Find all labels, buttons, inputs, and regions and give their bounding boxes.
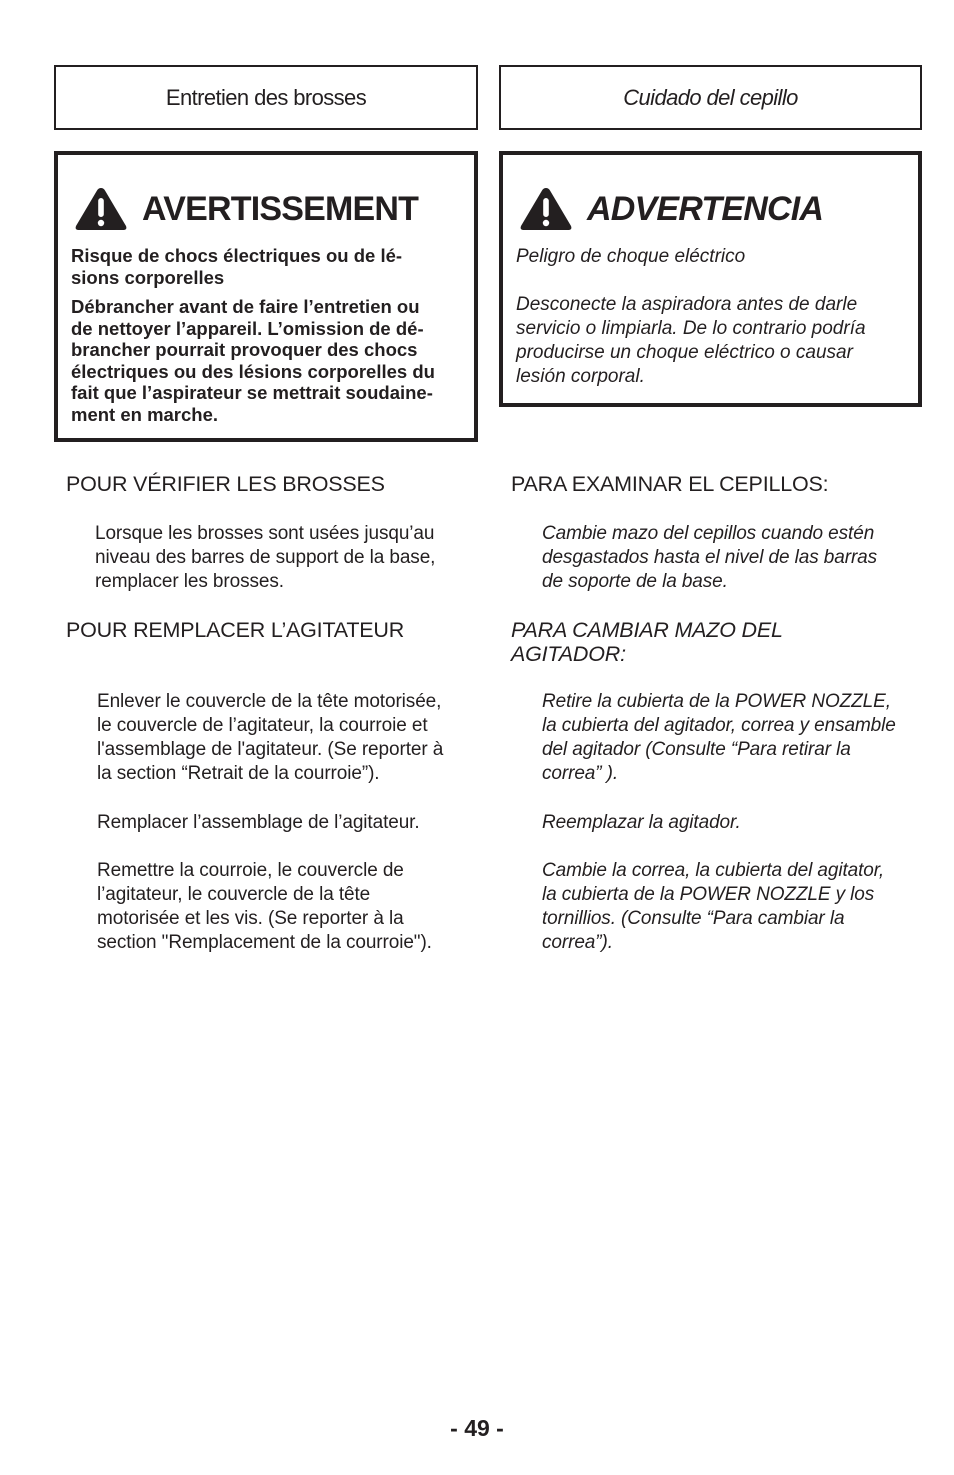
section-title-box-fr — [54, 65, 478, 130]
warning-instruction: Débrancher avant de faire l’entretien ou de nettoyer l’appareil. L’omission de dé- brancher pourrait provoquer des chocs électriques ou des lésions corporelles du fait que l’aspirateur se mettrait soudaine- ment en marche. — [71, 296, 435, 425]
warning-title: AVERTISSEMENT — [142, 189, 419, 228]
warning-body — [71, 245, 460, 433]
check-brushes-text: Cambie mazo del cepillos cuando estén desgastados hasta el nivel de las barras de soporte de la base. — [542, 523, 878, 592]
page-number: - 49 - — [450, 1415, 504, 1441]
check-brushes-heading: PARA EXAMINAR EL CEPILLOS: — [511, 472, 829, 496]
replace-step-2: Remplacer l’assemblage de l’agitateur. — [97, 812, 420, 833]
warning-header — [519, 186, 823, 232]
warning-hazard: Peligro de choque eléctrico — [516, 246, 746, 267]
section-title-box-es — [499, 65, 922, 130]
warning-triangle-icon — [74, 186, 128, 232]
replace-step-2: Reemplazar la agitador. — [542, 812, 741, 833]
section-title: Cuidado del cepillo — [623, 84, 798, 110]
warning-header — [74, 186, 418, 232]
warning-body — [516, 245, 904, 413]
section-title: Entretien des brosses — [165, 84, 367, 110]
warning-box-fr — [54, 151, 478, 442]
replace-agitator-heading: PARA CAMBIAR MAZO DEL AGITADOR: — [511, 618, 783, 666]
warning-instruction: Desconecte la aspiradora antes de darle servicio o limpiarla. De lo contrario podría producirse un choque eléctrico o causar lesión corporal. — [516, 294, 866, 387]
replace-agitator-heading: POUR REMPLACER L’AGITATEUR — [66, 618, 405, 642]
warning-hazard: Risque de chocs électriques ou de lé- sions corporelles — [71, 245, 403, 288]
warning-box-es — [499, 151, 922, 407]
replace-step-3: Remettre la courroie, le couvercle de l’agitateur, le couvercle de la tête motorisée et les vis. (Se reporter à la section "Remplacement de la courroie"). — [97, 860, 432, 953]
warning-title: ADVERTENCIA — [587, 189, 824, 228]
replace-step-1: Enlever le couvercle de la tête motorisée, le couvercle de l’agitateur, la courroie et l'assemblage de l'agitateur. (Se reporter à la section “Retrait de la courroie”). — [97, 691, 444, 784]
check-brushes-heading: POUR VÉRIFIER LES BROSSES — [66, 472, 385, 496]
replace-step-1: Retire la cubierta de la POWER NOZZLE, la cubierta del agitador, correa y ensamble del agitador (Consulte “Para retirar la correa” ). — [542, 691, 896, 784]
replace-step-3: Cambie la correa, la cubierta del agitator, la cubierta de la POWER NOZZLE y los tornillios. (Consulte “Para cambiar la correa”). — [542, 860, 885, 953]
check-brushes-text: Lorsque les brosses sont usées jusqu’au niveau des barres de support de la base, remplacer les brosses. — [95, 523, 436, 592]
warning-triangle-icon — [519, 186, 573, 232]
